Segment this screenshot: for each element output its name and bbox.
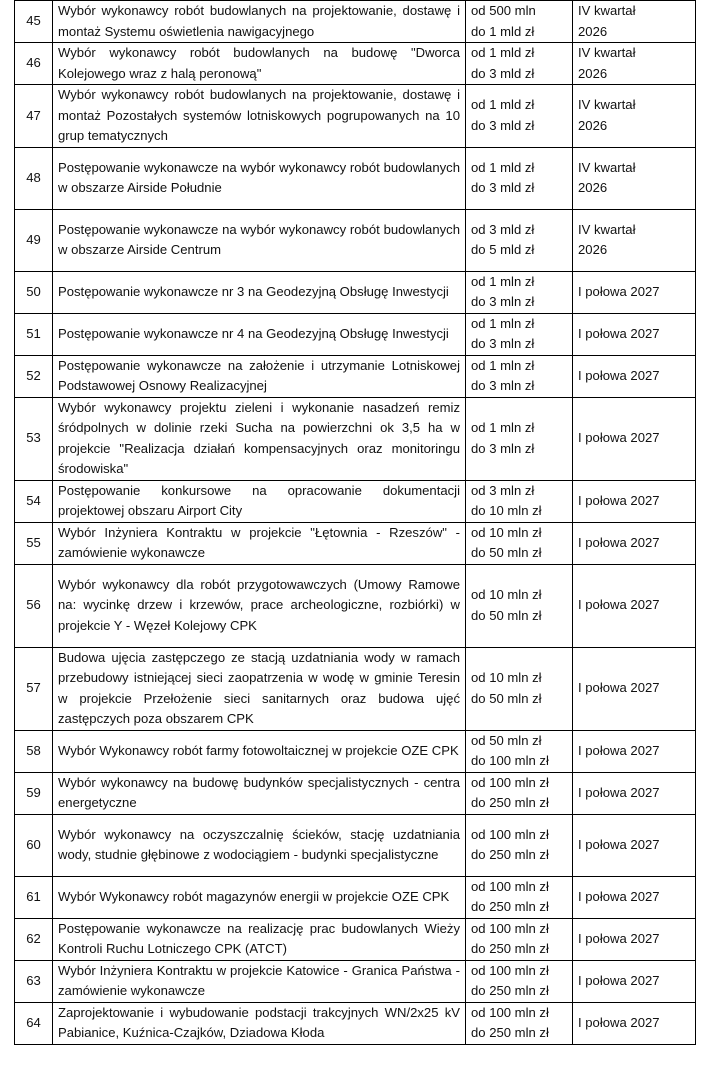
row-number: 48 (15, 147, 53, 209)
estimated-value (466, 313, 573, 355)
procurement-description: Wybór wykonawcy na oczyszczalnię ścieków, stację uzdatniania wody, studnie głębinowe z wodociągiem - budynki specjalistyczne (53, 814, 466, 876)
procurement-description: Wybór wykonawcy dla robót przygotowawczych (Umowy Ramowe na: wycinkę drzew i krzewów, prace archeologiczne, rozbiórki) w projekcie Y - Węzeł Kolejowy CPK (53, 564, 466, 647)
value-line: od 1 mld zł (471, 159, 535, 175)
term-line: I połowa 2027 (578, 836, 660, 852)
term-line: I połowa 2027 (578, 283, 660, 299)
row-number: 47 (15, 85, 53, 148)
value-line: do 3 mln zł (471, 440, 535, 456)
value-line: do 250 mln zł (471, 899, 549, 914)
table-row (15, 876, 696, 918)
term-line: I połowa 2027 (578, 430, 660, 446)
value-line: od 10 mln zł (471, 587, 542, 602)
term-line: I połowa 2027 (578, 1014, 660, 1030)
table-row (15, 960, 696, 1002)
value-line: do 1 mld zł (471, 23, 535, 39)
planned-term (573, 271, 696, 313)
table-row (15, 730, 696, 772)
term-line: 2026 (578, 23, 608, 39)
row-number: 60 (15, 814, 53, 876)
estimated-value (466, 355, 573, 397)
value-line: od 100 mln zł (471, 920, 549, 936)
procurement-description: Budowa ujęcia zastępczego ze stacją uzdatniania wody w ramach przebudowy istniejącej sieci zaopatrzenia w wodę w gminie Teresin w projekcie Przełożenie sieci sanitarnych oraz budowa ujęć zastępczych poza obszarem CPK (53, 647, 466, 730)
row-number: 62 (15, 918, 53, 960)
value-line: do 50 mln zł (471, 545, 542, 560)
value-line: od 100 mln zł (471, 962, 549, 978)
planned-term (573, 480, 696, 522)
estimated-value (466, 85, 573, 148)
row-number: 58 (15, 730, 53, 772)
term-line: I połowa 2027 (578, 888, 660, 904)
value-line: od 100 mln zł (471, 1004, 549, 1020)
planned-term (573, 43, 696, 85)
value-line: od 1 mld zł (471, 45, 535, 60)
table-body (15, 1, 696, 1045)
term-line: IV kwartał (578, 159, 636, 175)
value-line: od 10 mln zł (471, 670, 542, 685)
value-line: do 250 mln zł (471, 983, 549, 998)
value-line: od 50 mln zł (471, 732, 542, 748)
procurement-description: Postępowanie wykonawcze na założenie i utrzymanie Lotniskowej Podstawowej Osnowy Realizacyjnej (53, 355, 466, 397)
planned-term (573, 772, 696, 814)
estimated-value (466, 730, 573, 772)
row-number: 63 (15, 960, 53, 1002)
procurement-description: Postępowanie wykonawcze na wybór wykonawcy robót budowlanych w obszarze Airside Południe (53, 147, 466, 209)
value-line: od 1 mln zł (471, 315, 535, 331)
table-row (15, 85, 696, 148)
term-line: 2026 (578, 65, 608, 81)
term-line: I połowa 2027 (578, 367, 660, 383)
row-number: 53 (15, 397, 53, 480)
row-number: 46 (15, 43, 53, 85)
table-row (15, 397, 696, 480)
procurement-description: Zaprojektowanie i wybudowanie podstacji trakcyjnych WN/2x25 kV Pabianice, Kuźnica-Czajków, Dziadowa Kłoda (53, 1002, 466, 1044)
procurement-description: Postępowanie wykonawcze nr 3 na Geodezyjną Obsługę Inwestycji (53, 271, 466, 313)
procurement-table (14, 0, 696, 1045)
table-row (15, 1, 696, 43)
table-row (15, 147, 696, 209)
procurement-description: Wybór wykonawcy na budowę budynków specjalistycznych - centra energetyczne (53, 772, 466, 814)
planned-term (573, 564, 696, 647)
planned-term (573, 814, 696, 876)
value-line: od 100 mln zł (471, 826, 549, 842)
estimated-value (466, 814, 573, 876)
value-line: od 1 mld zł (471, 97, 535, 113)
value-line: do 250 mln zł (471, 795, 549, 810)
table-row (15, 564, 696, 647)
value-line: od 1 mln zł (471, 273, 535, 289)
value-line: do 50 mln zł (471, 607, 542, 623)
term-line: IV kwartał (578, 97, 636, 113)
value-line: do 3 mld zł (471, 117, 535, 133)
term-line: I połowa 2027 (578, 597, 660, 613)
estimated-value (466, 918, 573, 960)
procurement-description: Wybór wykonawcy robót budowlanych na projektowanie, dostawę i montaż Systemu oświetlenia nawigacyjnego (53, 1, 466, 43)
procurement-description: Wybór Wykonawcy robót magazynów energii w projekcie OZE CPK (53, 876, 466, 918)
term-line: I połowa 2027 (578, 972, 660, 988)
term-line: I połowa 2027 (578, 680, 660, 696)
row-number: 51 (15, 313, 53, 355)
term-line: I połowa 2027 (578, 784, 660, 800)
row-number: 49 (15, 209, 53, 271)
value-line: od 1 mln zł (471, 420, 535, 435)
planned-term (573, 960, 696, 1002)
value-line: do 3 mld zł (471, 65, 535, 81)
row-number: 59 (15, 772, 53, 814)
planned-term (573, 147, 696, 209)
term-line: 2026 (578, 180, 608, 195)
term-line: I połowa 2027 (578, 325, 660, 341)
planned-term (573, 1, 696, 43)
estimated-value (466, 480, 573, 522)
term-line: 2026 (578, 242, 608, 257)
table-row (15, 209, 696, 271)
term-line: IV kwartał (578, 221, 636, 237)
value-line: do 3 mln zł (471, 378, 535, 393)
value-line: od 3 mln zł (471, 482, 535, 498)
value-line: do 3 mln zł (471, 336, 535, 351)
planned-term (573, 522, 696, 564)
value-line: do 5 mld zł (471, 242, 535, 257)
value-line: od 100 mln zł (471, 878, 549, 894)
planned-term (573, 397, 696, 480)
value-line: od 500 mln (471, 3, 536, 18)
table-row (15, 772, 696, 814)
row-number: 45 (15, 1, 53, 43)
term-line: I połowa 2027 (578, 930, 660, 946)
value-line: do 100 mln zł (471, 753, 549, 768)
row-number: 50 (15, 271, 53, 313)
planned-term (573, 647, 696, 730)
estimated-value (466, 772, 573, 814)
procurement-description: Wybór Inżyniera Kontraktu w projekcie "Łętownia - Rzeszów" - zamówienie wykonawcze (53, 522, 466, 564)
value-line: od 3 mld zł (471, 221, 535, 237)
table-row (15, 1002, 696, 1044)
procurement-description: Wybór Inżyniera Kontraktu w projekcie Katowice - Granica Państwa - zamówienie wykonawcze (53, 960, 466, 1002)
procurement-description: Wybór wykonawcy projektu zieleni i wykonanie nasadzeń remiz śródpolnych w dolinie rzeki Sucha na powierzchni ok 3,5 ha w projekcie "Realizacja działań kompensacyjnych oraz monitoringu środowiska" (53, 397, 466, 480)
planned-term (573, 85, 696, 148)
value-line: do 250 mln zł (471, 941, 549, 956)
procurement-description: Wybór wykonawcy robót budowlanych na projektowanie, dostawę i montaż Pozostałych systemów lotniskowych pogrupowanych na 10 grup tematycznych (53, 85, 466, 148)
row-number: 52 (15, 355, 53, 397)
estimated-value (466, 397, 573, 480)
table-row (15, 313, 696, 355)
planned-term (573, 918, 696, 960)
procurement-description: Wybór Wykonawcy robót farmy fotowoltaicznej w projekcie OZE CPK (53, 730, 466, 772)
procurement-description: Postępowanie wykonawcze nr 4 na Geodezyjną Obsługę Inwestycji (53, 313, 466, 355)
planned-term (573, 209, 696, 271)
estimated-value (466, 522, 573, 564)
term-line: I połowa 2027 (578, 534, 660, 550)
estimated-value (466, 564, 573, 647)
table-row (15, 647, 696, 730)
value-line: do 250 mln zł (471, 847, 549, 862)
table-row (15, 355, 696, 397)
procurement-description: Postępowanie konkursowe na opracowanie dokumentacji projektowej obszaru Airport City (53, 480, 466, 522)
procurement-description: Postępowanie wykonawcze na realizację prac budowlanych Wieży Kontroli Ruchu Lotniczego CPK (ATCT) (53, 918, 466, 960)
estimated-value (466, 1, 573, 43)
value-line: od 100 mln zł (471, 774, 549, 790)
value-line: do 50 mln zł (471, 690, 542, 706)
table-row (15, 918, 696, 960)
estimated-value (466, 1002, 573, 1044)
term-line: I połowa 2027 (578, 742, 660, 758)
table-row (15, 480, 696, 522)
value-line: od 10 mln zł (471, 524, 542, 540)
table-row (15, 522, 696, 564)
table-row (15, 43, 696, 85)
estimated-value (466, 960, 573, 1002)
table-row (15, 271, 696, 313)
planned-term (573, 730, 696, 772)
estimated-value (466, 43, 573, 85)
planned-term (573, 355, 696, 397)
estimated-value (466, 271, 573, 313)
estimated-value (466, 876, 573, 918)
planned-term (573, 1002, 696, 1044)
table-row (15, 814, 696, 876)
row-number: 55 (15, 522, 53, 564)
term-line: IV kwartał (578, 3, 636, 18)
term-line: 2026 (578, 117, 608, 133)
value-line: do 3 mld zł (471, 180, 535, 195)
row-number: 54 (15, 480, 53, 522)
estimated-value (466, 147, 573, 209)
row-number: 56 (15, 564, 53, 647)
estimated-value (466, 209, 573, 271)
row-number: 61 (15, 876, 53, 918)
term-line: I połowa 2027 (578, 492, 660, 508)
estimated-value (466, 647, 573, 730)
value-line: do 250 mln zł (471, 1025, 549, 1040)
value-line: do 3 mln zł (471, 294, 535, 309)
procurement-description: Wybór wykonawcy robót budowlanych na budowę "Dworca Kolejowego wraz z halą peronową" (53, 43, 466, 85)
value-line: do 10 mln zł (471, 503, 542, 518)
term-line: IV kwartał (578, 45, 636, 60)
planned-term (573, 876, 696, 918)
procurement-description: Postępowanie wykonawcze na wybór wykonawcy robót budowlanych w obszarze Airside Centrum (53, 209, 466, 271)
planned-term (573, 313, 696, 355)
value-line: od 1 mln zł (471, 357, 535, 373)
row-number: 64 (15, 1002, 53, 1044)
row-number: 57 (15, 647, 53, 730)
